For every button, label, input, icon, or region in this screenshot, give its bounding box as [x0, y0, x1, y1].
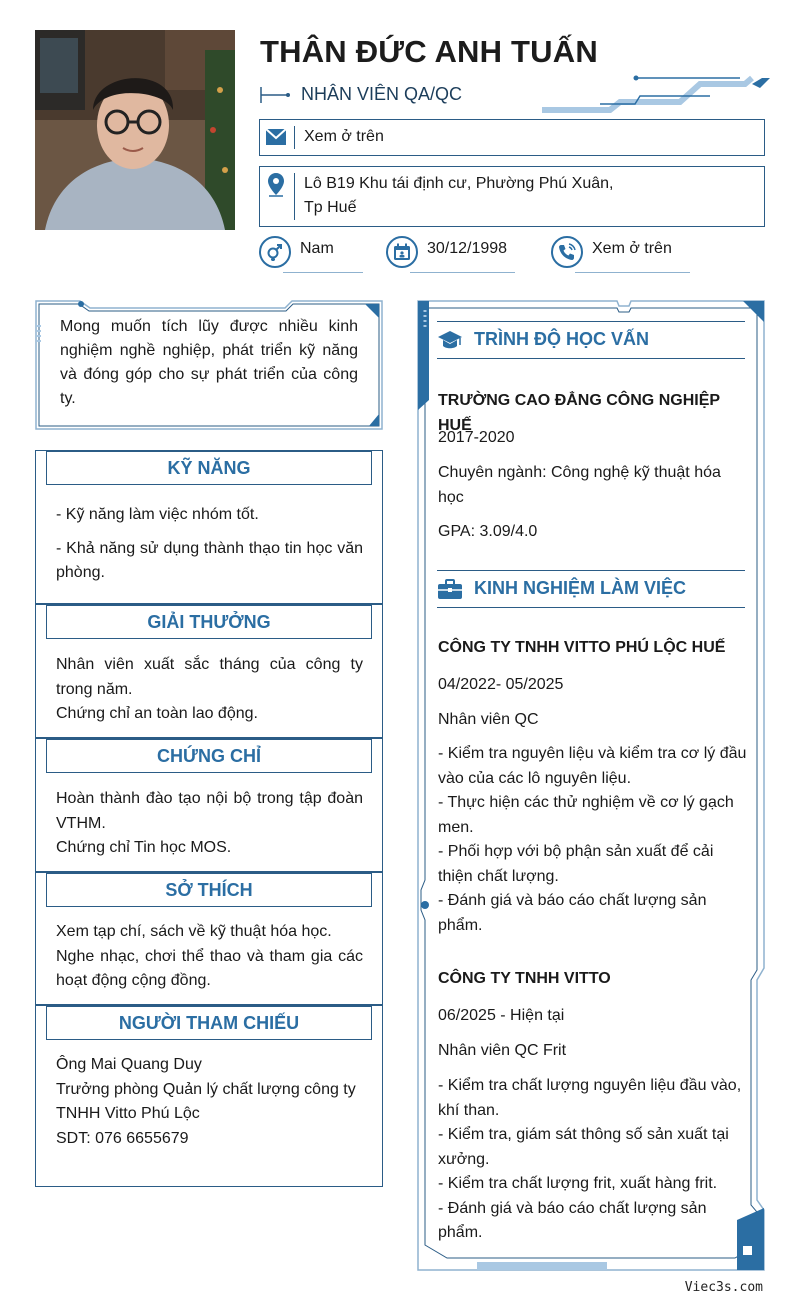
reference-name: Ông Mai Quang Duy [56, 1056, 202, 1073]
certificates-title: CHỨNG CHỈ [46, 739, 372, 773]
job-duties [438, 742, 748, 938]
email-value: Xem ở trên [304, 128, 384, 145]
job-position: Nhân viên QC [438, 711, 539, 728]
job-company: CÔNG TY TNHH VITTO PHÚ LỘC HUẾ [438, 639, 726, 656]
education-major: Chuyên ngành: Công nghệ kỹ thuật hóa học [438, 464, 721, 506]
job-period: 04/2022- 05/2025 [438, 676, 564, 693]
address-box [259, 166, 765, 227]
calendar-icon [386, 236, 418, 268]
objective-text: Mong muốn tích lũy được nhiều kinh nghiệm nghề nghiệp, phát triển kỹ năng và đóng góp cho sự phát triển của công ty. [60, 318, 358, 407]
education-years: 2017-2020 [438, 429, 515, 446]
education-header [437, 321, 745, 359]
location-pin-icon [260, 173, 292, 197]
hobbies-section [35, 872, 383, 1005]
dob-chip [386, 236, 516, 276]
award-item: Nhân viên xuất sắc tháng của công ty trong năm. [56, 656, 363, 698]
gender-value: Nam [300, 240, 334, 257]
email-box [259, 119, 765, 156]
address-line-1: Lô B19 Khu tái định cư, Phường Phú Xuân, [304, 175, 614, 192]
email-icon [260, 129, 292, 145]
job-duty: - Kiểm tra nguyên liệu và kiểm tra cơ lý đầu vào của các lô nguyên liệu. [438, 745, 747, 787]
job-duty: - Phối hợp với bộ phận sản xuất để cải thiện chất lượng. [438, 843, 714, 885]
address-line-2: Tp Huế [304, 199, 357, 216]
references-section [35, 1005, 383, 1187]
awards-title: GIẢI THƯỞNG [46, 605, 372, 639]
job-position: Nhân viên QC Frit [438, 1042, 567, 1059]
dob-value: 30/12/1998 [427, 240, 508, 257]
skills-section [35, 450, 383, 604]
references-title: NGƯỜI THAM CHIẾU [46, 1006, 372, 1040]
phone-icon [551, 236, 583, 268]
skill-item: - Khả năng sử dụng thành thạo tin học văn phòng. [56, 539, 363, 581]
phone-chip [551, 236, 691, 276]
job-period: 06/2025 - Hiện tại [438, 1007, 565, 1024]
header-decoration [540, 74, 770, 114]
hobby-item: Nghe nhạc, chơi thể thao và tham gia các hoạt động cộng đồng. [56, 947, 363, 989]
job-title: NHÂN VIÊN QA/QC [301, 84, 463, 104]
reference-position: Trưởng phòng Quản lý chất lượng công ty [56, 1080, 356, 1098]
job-duty: - Kiểm tra chất lượng nguyên liệu đầu vào, khí than. [438, 1077, 742, 1119]
skills-title: KỸ NĂNG [46, 451, 372, 485]
reference-phone: SDT: 076 6655679 [56, 1129, 189, 1147]
certificate-item: Hoàn thành đào tạo nội bộ trong tập đoàn VTHM. [56, 790, 363, 832]
career-objective [35, 300, 383, 430]
job-company: CÔNG TY TNHH VITTO [438, 970, 611, 987]
certificates-section [35, 738, 383, 872]
experience-header [437, 570, 745, 608]
certificate-item: Chứng chỉ Tin học MOS. [56, 839, 232, 856]
graduation-cap-icon [437, 329, 463, 356]
job-duty: - Đánh giá và báo cáo chất lượng sản phẩm. [438, 1199, 707, 1241]
experience-title: KINH NGHIỆM LÀM VIỆC [474, 578, 687, 598]
briefcase-icon [437, 578, 463, 605]
hobbies-title: SỞ THÍCH [46, 873, 372, 907]
gender-chip [259, 236, 369, 276]
award-item: Chứng chỉ an toàn lao động. [56, 705, 258, 722]
gender-icon [259, 236, 291, 268]
job-duty: - Kiểm tra chất lượng frit, xuất hàng frit. [438, 1175, 718, 1192]
job-duty: - Kiểm tra, giám sát thông số sản xuất tại xưởng. [438, 1126, 729, 1168]
role-decoration [260, 86, 290, 104]
school-name: TRƯỜNG CAO ĐẲNG CÔNG NGHIỆP HUẾ [438, 392, 720, 434]
footer-watermark: Viec3s.com [684, 1280, 763, 1295]
job-duty: - Thực hiện các thử nghiệm về cơ lý gạch men. [438, 794, 734, 836]
reference-company: TNHH Vitto Phú Lộc [56, 1105, 200, 1122]
candidate-name: THÂN ĐỨC ANH TUẤN [260, 34, 598, 69]
education-title: TRÌNH ĐỘ HỌC VẤN [474, 329, 649, 349]
education-gpa: GPA: 3.09/4.0 [438, 523, 538, 540]
job-duty: - Đánh giá và báo cáo chất lượng sản phẩm. [438, 892, 707, 934]
profile-photo [35, 30, 235, 230]
skill-item: - Kỹ năng làm việc nhóm tốt. [56, 506, 259, 523]
phone-value: Xem ở trên [592, 240, 672, 257]
job-duties [438, 1074, 748, 1246]
hobby-item: Xem tạp chí, sách về kỹ thuật hóa học. [56, 923, 332, 940]
awards-section [35, 604, 383, 738]
